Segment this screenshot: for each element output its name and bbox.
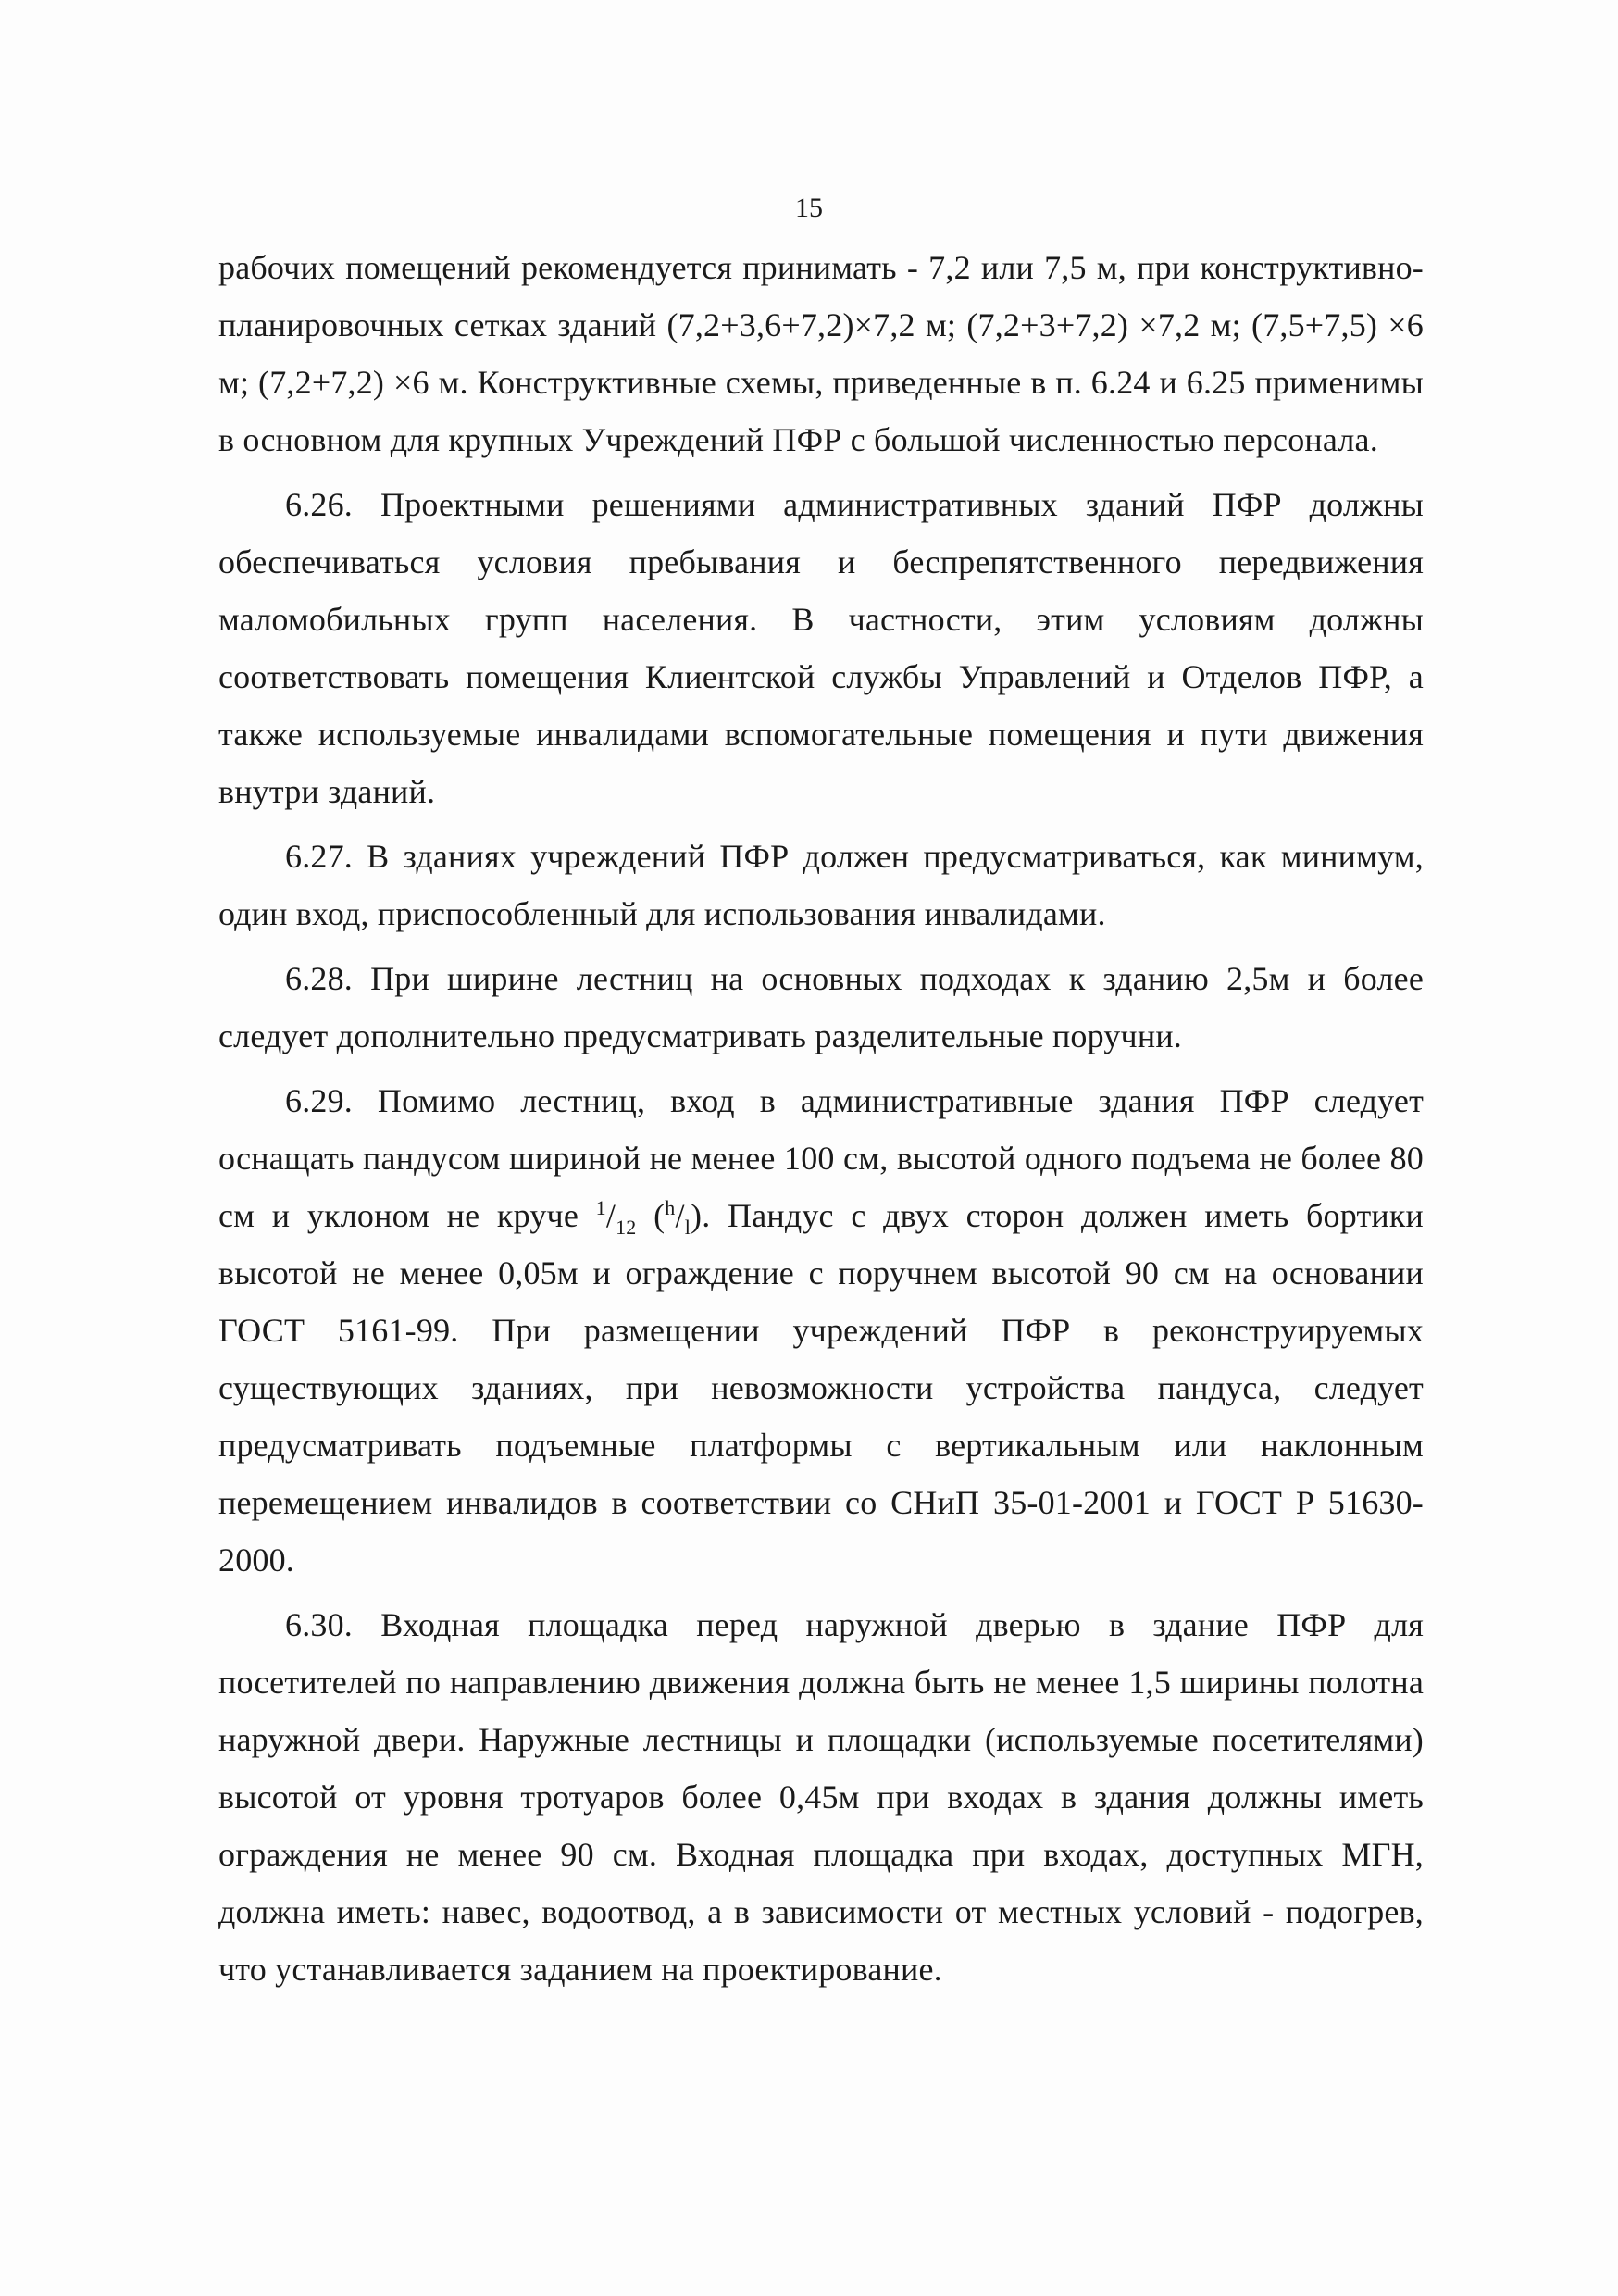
slope-fraction-numerator: 1	[595, 1196, 606, 1219]
paragraph-6-28: 6.28. При ширине лестниц на основных подходах к зданию 2,5м и более следует дополнительно предусматривать разделительные поручни.	[218, 960, 1424, 1054]
page-number: 15	[795, 193, 823, 223]
paragraph-6-29-part-1: 6.29. Помимо лестниц, вход в административные здания ПФР следует оснащать пандусом шириной не менее 100 см, высотой одного подъема не более 80 см и уклоном не круче	[218, 1082, 1424, 1234]
paragraph-6-26: 6.26. Проектными решениями административных зданий ПФР должны обеспечиваться условия пребывания и беспрепятственного передвижения маломобильных групп населения. В частности, этим условиям должны соответствовать помещения Клиентской службы Управлений и Отделов ПФР, а также используемые инвалидами вспомогательные помещения и пути движения внутри зданий.	[218, 486, 1424, 810]
slope-fraction-denominator: 12	[616, 1216, 637, 1240]
document-body	[218, 239, 1424, 1998]
slope-formula-close: ).	[691, 1197, 711, 1234]
slope-formula-numerator: h	[665, 1196, 676, 1219]
paragraph-6-29-part-2: Пандус с двух сторон должен иметь бортики высотой не менее 0,05м и ограждение с поручнем высотой 90 см на основании ГОСТ 5161-99. При размещении учреждений ПФР в реконструируемых существующих зданиях, при невозможности устройства пандуса, следует предусматривать подъемные платформы с вертикальным или наклонным перемещением инвалидов в соответствии со СНиП 35-01-2001 и ГОСТ Р 51630-2000.	[218, 1197, 1424, 1578]
slope-formula-open: (	[636, 1197, 666, 1234]
paragraph-6-29: 6.29. Помимо лестниц, вход в административные здания ПФР следует оснащать пандусом шириной не менее 100 см, высотой одного подъема не более 80 см и уклоном не круче $^1/_{12}$ $(^h/_l)$. Пандус с двух сторон должен иметь бортики высотой не менее 0,05м и ограждение с поручнем высотой 90 см на основании ГОСТ 5161-99. При размещении учреждений ПФР в реконструируемых существующих зданиях, при невозможности устройства пандуса, следует предусматривать подъемные платформы с вертикальным или наклонным перемещением инвалидов в соответствии со СНиП 35-01-2001 и ГОСТ Р 51630-2000.	[218, 1082, 1424, 1578]
paragraph-6-27: 6.27. В зданиях учреждений ПФР должен предусматриваться, как минимум, один вход, приспособленный для использования инвалидами.	[218, 838, 1424, 932]
slope-formula-denominator: l	[684, 1216, 691, 1240]
paragraph-continuation: рабочих помещений рекомендуется принимать - 7,2 или 7,5 м, при конструктивно-планировочных сетках зданий (7,2+3,6+7,2)×7,2 м; (7,2+3+7,2) ×7,2 м; (7,5+7,5) ×6 м; (7,2+7,2) ×6 м. Конструктивные схемы, приведенные в п. 6.24 и 6.25 применимы в основном для крупных Учреждений ПФР с большой численностью персонала.	[218, 249, 1424, 458]
paragraph-6-30: 6.30. Входная площадка перед наружной дверью в здание ПФР для посетителей по направлению движения должна быть не менее 1,5 ширины полотна наружной двери. Наружные лестницы и площадки (используемые посетителями) высотой от уровня тротуаров более 0,45м при входах в здания должны иметь ограждения не менее 90 см. Входная площадка при входах, доступных МГН, должна иметь: навес, водоотвод, а в зависимости от местных условий - подогрев, что устанавливается заданием на проектирование.	[218, 1606, 1424, 1988]
